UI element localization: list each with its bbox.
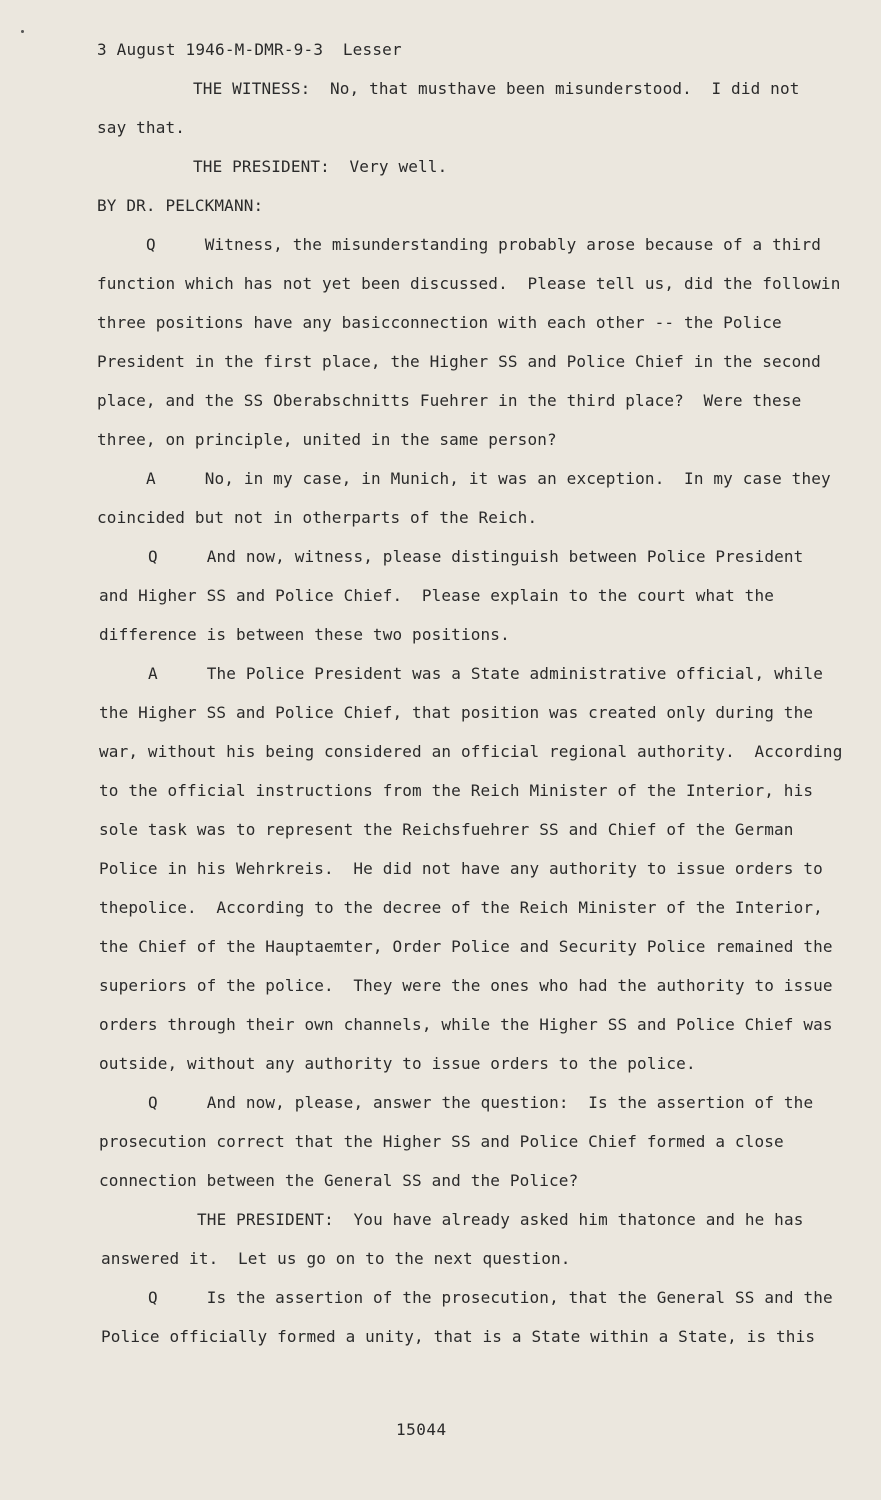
text-line: THE PRESIDENT: You have already asked him thatonce and he has	[197, 1210, 804, 1229]
text-line: A The Police President was a State administrative official, while	[148, 664, 824, 683]
text-line: President in the first place, the Higher SS and Police Chief in the second	[97, 352, 821, 371]
text-line: Q Witness, the misunderstanding probably arose because of a third	[146, 235, 822, 254]
text-line: A No, in my case, in Munich, it was an exception. In my case they	[146, 469, 831, 488]
text-line: three, on principle, united in the same person?	[97, 430, 557, 449]
text-line: thepolice. According to the decree of the Reich Minister of the Interior,	[99, 898, 823, 917]
page-number: 15044	[396, 1420, 447, 1439]
text-line: THE WITNESS: No, that musthave been misunderstood. I did not	[193, 79, 800, 98]
text-line: say that.	[97, 118, 186, 137]
text-line: coincided but not in otherparts of the Reich.	[97, 508, 538, 527]
text-line: Q And now, witness, please distinguish between Police President	[148, 547, 804, 566]
text-line: the Higher SS and Police Chief, that position was created only during the	[99, 703, 814, 722]
text-line: and Higher SS and Police Chief. Please explain to the court what the	[99, 586, 775, 605]
text-line: BY DR. PELCKMANN:	[97, 196, 264, 215]
text-line: outside, without any authority to issue orders to the police.	[99, 1054, 696, 1073]
text-line: place, and the SS Oberabschnitts Fuehrer in the third place? Were these	[97, 391, 802, 410]
text-line: orders through their own channels, while the Higher SS and Police Chief was	[99, 1015, 833, 1034]
text-line: prosecution correct that the Higher SS and Police Chief formed a close	[99, 1132, 784, 1151]
text-line: function which has not yet been discussed. Please tell us, did the followin	[97, 274, 841, 293]
text-line: three positions have any basicconnection with each other -- the Police	[97, 313, 782, 332]
page-header: 3 August 1946-M-DMR-9-3 Lesser	[97, 40, 402, 59]
text-line: connection between the General SS and the Police?	[99, 1171, 579, 1190]
text-line: THE PRESIDENT: Very well.	[193, 157, 448, 176]
text-line: Police in his Wehrkreis. He did not have any authority to issue orders to	[99, 859, 823, 878]
margin-mark	[21, 30, 24, 33]
text-line: Police officially formed a unity, that is a State within a State, is this	[101, 1327, 816, 1346]
text-line: war, without his being considered an official regional authority. According	[99, 742, 843, 761]
text-line: superiors of the police. They were the ones who had the authority to issue	[99, 976, 833, 995]
text-line: the Chief of the Hauptaemter, Order Police and Security Police remained the	[99, 937, 833, 956]
text-line: to the official instructions from the Reich Minister of the Interior, his	[99, 781, 814, 800]
text-line: answered it. Let us go on to the next question.	[101, 1249, 571, 1268]
text-line: sole task was to represent the Reichsfuehrer SS and Chief of the German	[99, 820, 794, 839]
text-line: difference is between these two positions.	[99, 625, 510, 644]
text-line: Q Is the assertion of the prosecution, that the General SS and the	[148, 1288, 833, 1307]
text-line: Q And now, please, answer the question: Is the assertion of the	[148, 1093, 814, 1112]
